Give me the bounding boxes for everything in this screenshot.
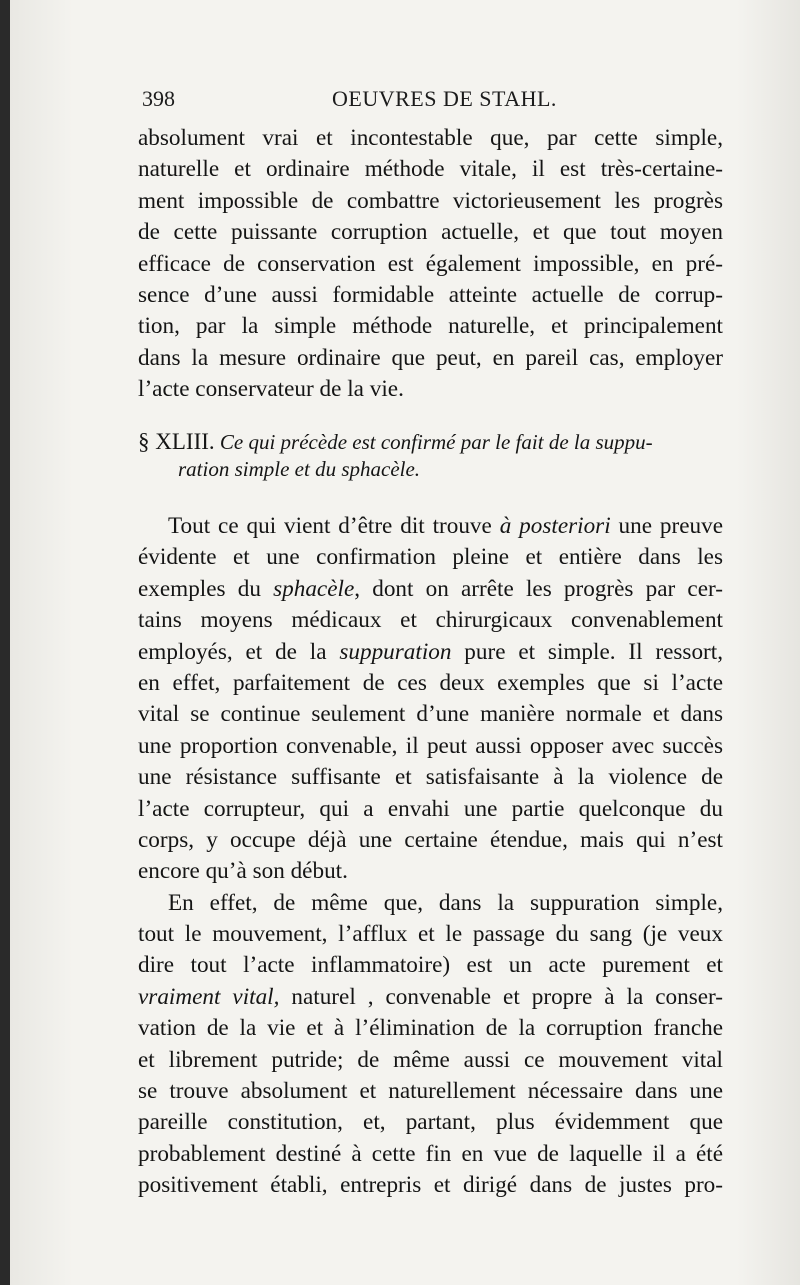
text-line: absolument vrai et incontestable que, par cette simple, [138,125,723,151]
text-line: corps, y occupe déjà une certaine étendue, mais qui n’est [138,826,723,853]
text-line: positivement établi, entrepris et dirigé dans de justes pro- [138,1172,723,1199]
text-line: se trouve absolument et naturellement nécessaire dans une [138,1078,723,1105]
text-line: l’acte corrupteur, qui a envahi une partie quelconque du [138,795,723,822]
text-line: tion, par la simple méthode naturelle, et principalement [138,313,723,340]
text-line: Tout ce qui vient d’être dit trouve à posteriori une preuve [168,513,723,539]
text-line: l’acte conservateur de la vie. [138,376,404,403]
text-line: dire tout l’acte inflammatoire) est un acte purement et [138,952,723,979]
section-number: § XLIII. [138,429,215,454]
text-line: tains moyens médicaux et chirurgicaux convenablement [138,607,723,634]
page-header [142,82,732,112]
text-line: évidente et une confirmation pleine et entière dans les [138,544,723,571]
text-line: vation de la vie et à l’élimination de la corruption franche [138,1015,723,1042]
section-body [138,511,723,1202]
text-line: dans la mesure ordinaire que peut, en pareil cas, employer [138,344,723,371]
page-number: 398 [142,86,175,111]
text-line: En effet, de même que, dans la suppuration simple, [168,889,723,916]
text-line: pareille constitution, et, partant, plus évidemment que [138,1109,723,1136]
section-title-line2: ration simple et du sphacèle. [178,457,421,481]
running-title: OEUVRES DE STAHL. [332,86,557,111]
text-line: employés, et de la suppuration pure et simple. Il ressort, [138,638,723,665]
text-line: ment impossible de combattre victorieusement les progrès [138,187,723,214]
text-line: et librement putride; de même aussi ce mouvement vital [138,1046,723,1073]
text-line: vital se continue seulement d’une manière normale et dans [138,701,723,728]
text-line: vraiment vital, naturel , convenable et propre à la conser- [138,983,723,1010]
text-line: en effet, parfaitement de ces deux exemples que si l’acte [138,669,723,696]
text-line: tout le mouvement, l’afflux et le passage du sang (je veux [138,921,723,948]
text-line: une résistance suffisante et satisfaisante à la violence de [138,764,723,791]
section-title-line1: Ce qui précède est confirmé par le fait de la suppu- [219,430,653,454]
text-line: efficace de conservation est également impossible, en pré- [138,250,723,277]
text-line: de cette puissante corruption actuelle, et que tout moyen [138,219,723,246]
section-heading [138,428,723,483]
text-line: une proportion convenable, il peut aussi opposer avec succès [138,732,723,759]
text-line: encore qu’à son début. [138,858,348,885]
text-line: sence d’une aussi formidable atteinte actuelle de corrup- [138,281,723,308]
text-line: probablement destiné à cette fin en vue de laquelle il a été [138,1140,723,1167]
paragraph-continuation [138,123,723,406]
text-line: exemples du sphacèle, dont on arrête les progrès par cer- [138,575,723,602]
text-line: naturelle et ordinaire méthode vitale, il est très-certaine- [138,156,723,183]
